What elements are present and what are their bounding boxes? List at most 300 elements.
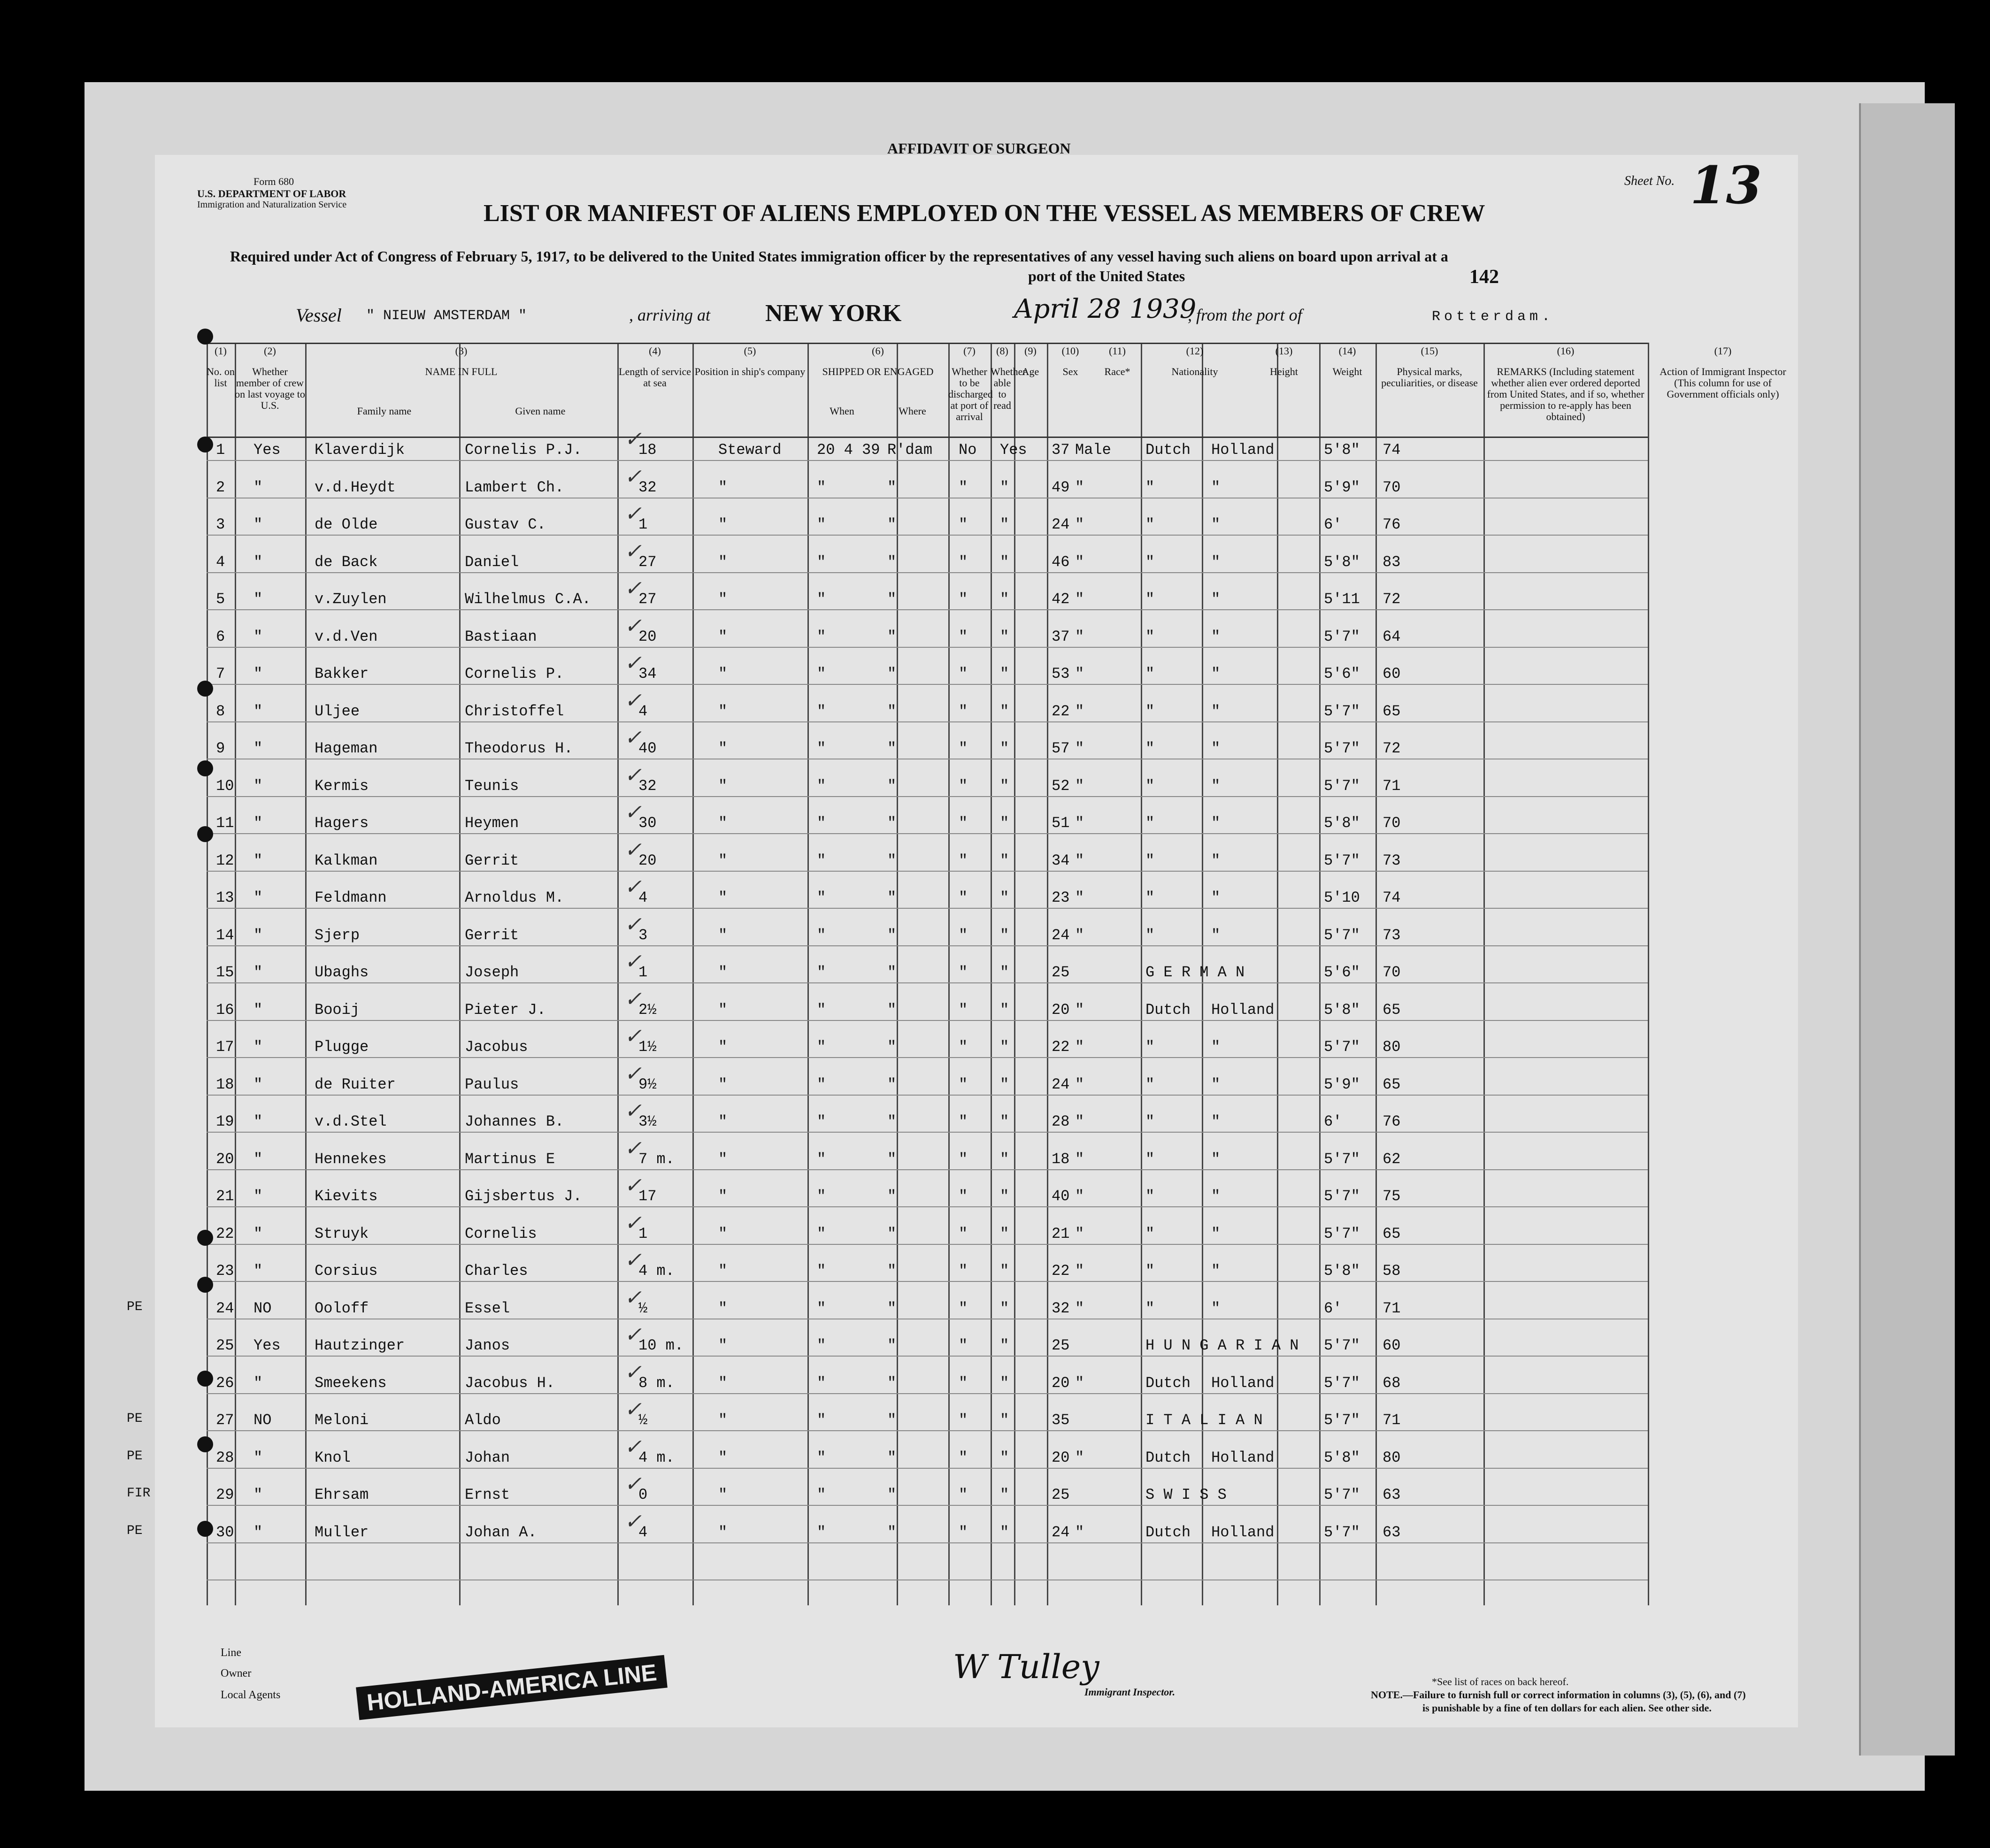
cell-service: 1 bbox=[638, 1225, 648, 1242]
cell-prev: " bbox=[254, 1188, 263, 1205]
cell-race: S W I S S bbox=[1145, 1486, 1227, 1503]
check-mark: ✓ bbox=[624, 1472, 642, 1496]
column-header bbox=[1141, 345, 1249, 377]
cell-no: 21 bbox=[216, 1188, 234, 1205]
cell-age: 37 bbox=[1052, 628, 1070, 645]
cell-no: 17 bbox=[216, 1038, 234, 1056]
cell-family: Smeekens bbox=[315, 1374, 387, 1392]
punch-hole bbox=[197, 760, 213, 776]
cell-position: " bbox=[718, 1262, 728, 1280]
check-mark: ✓ bbox=[624, 1211, 642, 1235]
column-label: No. on list bbox=[207, 366, 235, 389]
cell-position: " bbox=[718, 516, 728, 533]
column-rule bbox=[897, 343, 898, 1605]
cell-when: " bbox=[817, 1075, 826, 1093]
cell-nationality: " bbox=[1211, 740, 1221, 757]
cell-height: 5'7" bbox=[1324, 1038, 1360, 1056]
column-header bbox=[692, 345, 807, 377]
cell-when: " bbox=[817, 1523, 826, 1541]
cell-age: 57 bbox=[1052, 740, 1070, 757]
sheet-label: Sheet No. bbox=[1624, 174, 1675, 188]
cell-no: 14 bbox=[216, 926, 234, 944]
cell-family: Uljee bbox=[315, 702, 360, 720]
cell-read: " bbox=[1000, 1411, 1009, 1429]
cell-age: 22 bbox=[1052, 1262, 1070, 1280]
cell-discharged: " bbox=[959, 1411, 968, 1429]
cell-service: 1 bbox=[638, 964, 648, 981]
cell-sex: " bbox=[1075, 478, 1084, 496]
cell-service: 40 bbox=[638, 740, 657, 757]
cell-given: Gerrit bbox=[465, 926, 519, 944]
cell-weight: 63 bbox=[1383, 1523, 1401, 1541]
row-rule bbox=[207, 1468, 1648, 1469]
check-mark: ✓ bbox=[624, 987, 642, 1011]
cell-height: 5'7" bbox=[1324, 1337, 1360, 1354]
column-rule bbox=[1483, 343, 1485, 1605]
cell-age: 25 bbox=[1052, 1486, 1070, 1503]
cell-where: " bbox=[887, 516, 897, 533]
cell-discharged: " bbox=[959, 964, 968, 981]
cell-prev: " bbox=[254, 702, 263, 720]
cell-where: " bbox=[887, 665, 897, 682]
cell-service: 4 m. bbox=[638, 1449, 675, 1466]
row-rule bbox=[207, 1169, 1648, 1170]
cell-read: " bbox=[1000, 1299, 1009, 1317]
column-rule bbox=[692, 343, 694, 1605]
cell-age: 32 bbox=[1052, 1299, 1070, 1317]
header-rule bbox=[207, 437, 1648, 438]
cell-service: 27 bbox=[638, 590, 657, 608]
row-rule bbox=[207, 908, 1648, 909]
cell-read: " bbox=[1000, 1038, 1009, 1056]
cell-race: " bbox=[1145, 1113, 1155, 1130]
check-mark: ✓ bbox=[624, 539, 642, 563]
cell-read: " bbox=[1000, 889, 1009, 906]
cell-given: Cornelis bbox=[465, 1225, 537, 1242]
cell-where: " bbox=[887, 1486, 897, 1503]
cell-family: de Ruiter bbox=[315, 1075, 396, 1093]
cell-age: 52 bbox=[1052, 777, 1070, 795]
cell-no: 28 bbox=[216, 1449, 234, 1466]
cell-service: 1½ bbox=[638, 1038, 657, 1056]
cell-position: " bbox=[718, 814, 728, 832]
cell-given: Aldo bbox=[465, 1411, 501, 1429]
cell-position: " bbox=[718, 590, 728, 608]
cell-family: Kalkman bbox=[315, 851, 378, 869]
cell-where: " bbox=[887, 590, 897, 608]
cell-family: Ubaghs bbox=[315, 964, 369, 981]
cell-given: Christoffel bbox=[465, 702, 564, 720]
cell-position: " bbox=[718, 851, 728, 869]
cell-margin: PE bbox=[127, 1299, 143, 1314]
cell-service: 20 bbox=[638, 628, 657, 645]
cell-sex: " bbox=[1075, 516, 1084, 533]
cell-age: 23 bbox=[1052, 889, 1070, 906]
cell-family: Corsius bbox=[315, 1262, 378, 1280]
cell-position: " bbox=[718, 702, 728, 720]
cell-race: " bbox=[1145, 1075, 1155, 1093]
cell-age: 24 bbox=[1052, 1523, 1070, 1541]
column-rule bbox=[617, 343, 619, 1605]
arrival-port: NEW YORK bbox=[765, 300, 902, 327]
column-header bbox=[617, 345, 692, 389]
cell-when: " bbox=[817, 964, 826, 981]
cell-given: Johan A. bbox=[465, 1523, 537, 1541]
cell-height: 5'8" bbox=[1324, 1001, 1360, 1019]
cell-where: " bbox=[887, 851, 897, 869]
column-header bbox=[1047, 345, 1094, 377]
form-service: Immigration and Naturalization Service bbox=[197, 199, 347, 210]
check-mark: ✓ bbox=[624, 763, 642, 787]
cell-service: 4 bbox=[638, 889, 648, 906]
column-label: REMARKS (Including statement whether alien ever ordered deported from United States, and if so, whether permission to re-apply has been obtained) bbox=[1487, 366, 1644, 422]
cell-weight: 60 bbox=[1383, 1337, 1401, 1354]
cell-race: " bbox=[1145, 1299, 1155, 1317]
column-rule bbox=[459, 343, 461, 1605]
column-header bbox=[1094, 345, 1141, 377]
cell-no: 22 bbox=[216, 1225, 234, 1242]
cell-when: " bbox=[817, 1188, 826, 1205]
cell-nationality: " bbox=[1211, 590, 1221, 608]
punch-hole bbox=[197, 1521, 213, 1537]
cell-sex: " bbox=[1075, 665, 1084, 682]
footer-line-label: Line bbox=[221, 1647, 241, 1659]
cell-age: 28 bbox=[1052, 1113, 1070, 1130]
cell-service: 8 m. bbox=[638, 1374, 675, 1392]
cell-family: Sjerp bbox=[315, 926, 360, 944]
cell-race: " bbox=[1145, 1038, 1155, 1056]
form-number: Form 680 bbox=[254, 176, 294, 187]
check-mark: ✓ bbox=[624, 1360, 642, 1384]
cell-no: 26 bbox=[216, 1374, 234, 1392]
cell-family: Plugge bbox=[315, 1038, 369, 1056]
column-header bbox=[1319, 345, 1375, 377]
cell-given: Gustav C. bbox=[465, 516, 546, 533]
cell-when: " bbox=[817, 1038, 826, 1056]
row-rule bbox=[207, 535, 1648, 536]
cell-given: Paulus bbox=[465, 1075, 519, 1093]
cell-given: Janos bbox=[465, 1337, 510, 1354]
check-mark: ✓ bbox=[624, 502, 642, 526]
cell-height: 5'7" bbox=[1324, 1486, 1360, 1503]
cell-service: 7 m. bbox=[638, 1150, 675, 1168]
cell-when: " bbox=[817, 702, 826, 720]
cell-sex: " bbox=[1075, 1449, 1084, 1466]
cell-sex: " bbox=[1075, 590, 1084, 608]
cell-service: 4 m. bbox=[638, 1262, 675, 1280]
header-rule bbox=[207, 343, 1648, 344]
cell-when: " bbox=[817, 740, 826, 757]
cell-sex: " bbox=[1075, 1113, 1084, 1130]
column-number: (11) bbox=[1109, 345, 1126, 357]
cell-prev: " bbox=[254, 1449, 263, 1466]
cell-discharged: " bbox=[959, 1337, 968, 1354]
cell-race: Dutch bbox=[1145, 1449, 1191, 1466]
cell-discharged: " bbox=[959, 814, 968, 832]
cell-no: 16 bbox=[216, 1001, 234, 1019]
check-mark: ✓ bbox=[624, 651, 642, 675]
cell-where: " bbox=[887, 1449, 897, 1466]
cell-margin: PE bbox=[127, 1449, 143, 1464]
cell-read: " bbox=[1000, 740, 1009, 757]
cell-given: Gijsbertus J. bbox=[465, 1188, 582, 1205]
cell-age: 22 bbox=[1052, 1038, 1070, 1056]
cell-given: Charles bbox=[465, 1262, 528, 1280]
note-2: is punishable by a fine of ten dollars for each alien. See other side. bbox=[1422, 1702, 1712, 1714]
cell-no: 6 bbox=[216, 628, 225, 645]
cell-age: 20 bbox=[1052, 1374, 1070, 1392]
from-label: , from the port of bbox=[1188, 306, 1302, 324]
cell-discharged: " bbox=[959, 1299, 968, 1317]
note-1: NOTE.—Failure to furnish full or correct information in columns (3), (5), (6), and (7) bbox=[1371, 1689, 1746, 1701]
cell-position: " bbox=[718, 1188, 728, 1205]
check-mark: ✓ bbox=[624, 576, 642, 600]
cell-read: " bbox=[1000, 1486, 1009, 1503]
cell-no: 29 bbox=[216, 1486, 234, 1503]
inspector-label: Immigrant Inspector. bbox=[1084, 1686, 1176, 1698]
cell-no: 3 bbox=[216, 516, 225, 533]
cell-read: " bbox=[1000, 1449, 1009, 1466]
cell-given: Heymen bbox=[465, 814, 519, 832]
column-label: Whether member of crew on last voyage to U.S. bbox=[235, 366, 305, 411]
cell-no: 9 bbox=[216, 740, 225, 757]
punch-hole bbox=[197, 329, 213, 345]
column-rule bbox=[1319, 343, 1321, 1605]
check-mark: ✓ bbox=[624, 875, 642, 899]
manifest-subtitle-port: port of the United States bbox=[1028, 268, 1185, 284]
cell-no: 25 bbox=[216, 1337, 234, 1354]
column-header bbox=[1483, 345, 1648, 422]
row-rule bbox=[207, 1542, 1648, 1543]
column-label: Physical marks, peculiarities, or disease bbox=[1381, 366, 1478, 389]
cell-height: 5'7" bbox=[1324, 1374, 1360, 1392]
cell-sex: " bbox=[1075, 1299, 1084, 1317]
cell-race: " bbox=[1145, 553, 1155, 571]
cell-discharged: " bbox=[959, 1150, 968, 1168]
inspector-signature: W Tulley bbox=[953, 1648, 1099, 1686]
column-number: (9) bbox=[1024, 345, 1037, 357]
cell-service: 3½ bbox=[638, 1113, 657, 1130]
cell-position: " bbox=[718, 665, 728, 682]
column-sublabel: Given name bbox=[515, 405, 566, 417]
cell-weight: 74 bbox=[1383, 889, 1401, 906]
cell-position: " bbox=[718, 740, 728, 757]
cell-race: H U N G A R I A N bbox=[1145, 1337, 1299, 1354]
cell-race: " bbox=[1145, 590, 1155, 608]
row-rule bbox=[207, 647, 1648, 648]
cell-prev: " bbox=[254, 628, 263, 645]
cell-service: 27 bbox=[638, 553, 657, 571]
cell-family: de Back bbox=[315, 553, 378, 571]
cell-read: " bbox=[1000, 553, 1009, 571]
column-rule bbox=[1141, 343, 1142, 1605]
cell-when: " bbox=[817, 1001, 826, 1019]
cell-sex: " bbox=[1075, 889, 1084, 906]
cell-sex: " bbox=[1075, 1225, 1084, 1242]
row-rule bbox=[207, 572, 1648, 573]
punch-hole bbox=[197, 1230, 213, 1246]
cell-weight: 64 bbox=[1383, 628, 1401, 645]
cell-race: " bbox=[1145, 777, 1155, 795]
cell-where: " bbox=[887, 478, 897, 496]
cell-read: " bbox=[1000, 1262, 1009, 1280]
cell-nationality: " bbox=[1211, 851, 1221, 869]
cell-service: 18 bbox=[638, 441, 657, 459]
cell-read: " bbox=[1000, 1075, 1009, 1093]
column-number: (15) bbox=[1421, 345, 1438, 357]
cell-position: " bbox=[718, 478, 728, 496]
cell-no: 5 bbox=[216, 590, 225, 608]
cell-when: " bbox=[817, 1299, 826, 1317]
check-mark: ✓ bbox=[624, 427, 642, 451]
cell-age: 49 bbox=[1052, 478, 1070, 496]
cell-height: 5'11 bbox=[1324, 590, 1360, 608]
cell-height: 5'6" bbox=[1324, 665, 1360, 682]
cell-service: 10 m. bbox=[638, 1337, 684, 1354]
cell-family: Ooloff bbox=[315, 1299, 369, 1317]
cell-nationality: Holland bbox=[1211, 1523, 1275, 1541]
cell-race: " bbox=[1145, 889, 1155, 906]
cell-position: " bbox=[718, 1001, 728, 1019]
cell-no: 12 bbox=[216, 851, 234, 869]
cell-prev: " bbox=[254, 516, 263, 533]
cell-service: 30 bbox=[638, 814, 657, 832]
cell-given: Johan bbox=[465, 1449, 510, 1466]
cell-margin: FIR bbox=[127, 1486, 151, 1501]
cell-height: 5'8" bbox=[1324, 1262, 1360, 1280]
cell-where: " bbox=[887, 1299, 897, 1317]
cell-given: Pieter J. bbox=[465, 1001, 546, 1019]
cell-height: 5'7" bbox=[1324, 777, 1360, 795]
cell-height: 5'8" bbox=[1324, 1449, 1360, 1466]
cell-prev: " bbox=[254, 1150, 263, 1168]
column-number: (16) bbox=[1557, 345, 1575, 357]
cell-given: Theodorus H. bbox=[465, 740, 573, 757]
column-rule bbox=[991, 343, 992, 1605]
check-mark: ✓ bbox=[624, 1434, 642, 1459]
check-mark: ✓ bbox=[624, 1509, 642, 1534]
cell-discharged: " bbox=[959, 1225, 968, 1242]
cell-age: 22 bbox=[1052, 702, 1070, 720]
row-rule bbox=[207, 833, 1648, 834]
cell-age: 53 bbox=[1052, 665, 1070, 682]
cell-service: 32 bbox=[638, 777, 657, 795]
check-mark: ✓ bbox=[624, 1099, 642, 1123]
cell-height: 5'7" bbox=[1324, 740, 1360, 757]
punch-hole bbox=[197, 681, 213, 697]
departure-port: Rotterdam. bbox=[1432, 309, 1554, 325]
cell-nationality: " bbox=[1211, 1262, 1221, 1280]
cell-sex: " bbox=[1075, 1001, 1084, 1019]
row-rule bbox=[207, 1505, 1648, 1506]
column-sublabel: Where bbox=[899, 405, 926, 417]
cell-position: " bbox=[718, 1038, 728, 1056]
cell-family: Hagers bbox=[315, 814, 369, 832]
cell-family: Meloni bbox=[315, 1411, 369, 1429]
cell-given: Bastiaan bbox=[465, 628, 537, 645]
cell-sex: " bbox=[1075, 926, 1084, 944]
cell-prev: " bbox=[254, 478, 263, 496]
cell-when: 20 4 39 bbox=[817, 441, 880, 459]
cell-discharged: " bbox=[959, 1374, 968, 1392]
cell-where: " bbox=[887, 926, 897, 944]
cell-discharged: " bbox=[959, 553, 968, 571]
check-mark: ✓ bbox=[624, 464, 642, 489]
cell-race: Dutch bbox=[1145, 1374, 1191, 1392]
cell-no: 4 bbox=[216, 553, 225, 571]
cell-no: 23 bbox=[216, 1262, 234, 1280]
cell-family: Bakker bbox=[315, 665, 369, 682]
row-rule bbox=[207, 1281, 1648, 1282]
column-header bbox=[305, 345, 617, 417]
check-mark: ✓ bbox=[624, 800, 642, 824]
cell-when: " bbox=[817, 814, 826, 832]
cell-discharged: " bbox=[959, 590, 968, 608]
cell-discharged: " bbox=[959, 1001, 968, 1019]
cell-nationality: Holland bbox=[1211, 1001, 1275, 1019]
cell-weight: 65 bbox=[1383, 1225, 1401, 1242]
cell-weight: 83 bbox=[1383, 553, 1401, 571]
cell-race: " bbox=[1145, 516, 1155, 533]
cell-race: " bbox=[1145, 1262, 1155, 1280]
cell-height: 6' bbox=[1324, 1113, 1342, 1130]
column-header bbox=[948, 345, 991, 422]
cell-height: 6' bbox=[1324, 1299, 1342, 1317]
cell-prev: Yes bbox=[254, 1337, 281, 1354]
cell-height: 5'7" bbox=[1324, 702, 1360, 720]
cell-nationality: " bbox=[1211, 777, 1221, 795]
cell-position: " bbox=[718, 1075, 728, 1093]
column-label: NAME IN FULL bbox=[425, 366, 498, 377]
cell-race: " bbox=[1145, 665, 1155, 682]
check-mark: ✓ bbox=[624, 688, 642, 713]
column-label: Length of service at sea bbox=[619, 366, 691, 389]
cell-discharged: " bbox=[959, 777, 968, 795]
check-mark: ✓ bbox=[624, 1285, 642, 1310]
cell-service: 0 bbox=[638, 1486, 648, 1503]
cell-discharged: No bbox=[959, 441, 977, 459]
cell-read: " bbox=[1000, 516, 1009, 533]
cell-prev: " bbox=[254, 926, 263, 944]
cell-race: " bbox=[1145, 628, 1155, 645]
cell-where: " bbox=[887, 1225, 897, 1242]
cell-nationality: " bbox=[1211, 516, 1221, 533]
cell-given: Arnoldus M. bbox=[465, 889, 564, 906]
punch-hole bbox=[197, 1277, 213, 1293]
cell-read: " bbox=[1000, 814, 1009, 832]
cell-nationality: " bbox=[1211, 1113, 1221, 1130]
cell-prev: " bbox=[254, 1262, 263, 1280]
cell-prev: " bbox=[254, 777, 263, 795]
cell-nationality: " bbox=[1211, 814, 1221, 832]
cell-position: " bbox=[718, 1225, 728, 1242]
column-header bbox=[207, 345, 235, 389]
cell-age: 24 bbox=[1052, 926, 1070, 944]
cell-race: " bbox=[1145, 814, 1155, 832]
cell-position: " bbox=[718, 926, 728, 944]
cell-position: " bbox=[718, 1523, 728, 1541]
cell-family: Hageman bbox=[315, 740, 378, 757]
cell-when: " bbox=[817, 1411, 826, 1429]
row-rule bbox=[207, 1057, 1648, 1058]
cell-age: 51 bbox=[1052, 814, 1070, 832]
cell-age: 25 bbox=[1052, 1337, 1070, 1354]
cell-service: 4 bbox=[638, 1523, 648, 1541]
cell-position: " bbox=[718, 1449, 728, 1466]
arriving-label: , arriving at bbox=[629, 306, 711, 324]
cell-position: Steward bbox=[718, 441, 782, 459]
cell-where: " bbox=[887, 1411, 897, 1429]
